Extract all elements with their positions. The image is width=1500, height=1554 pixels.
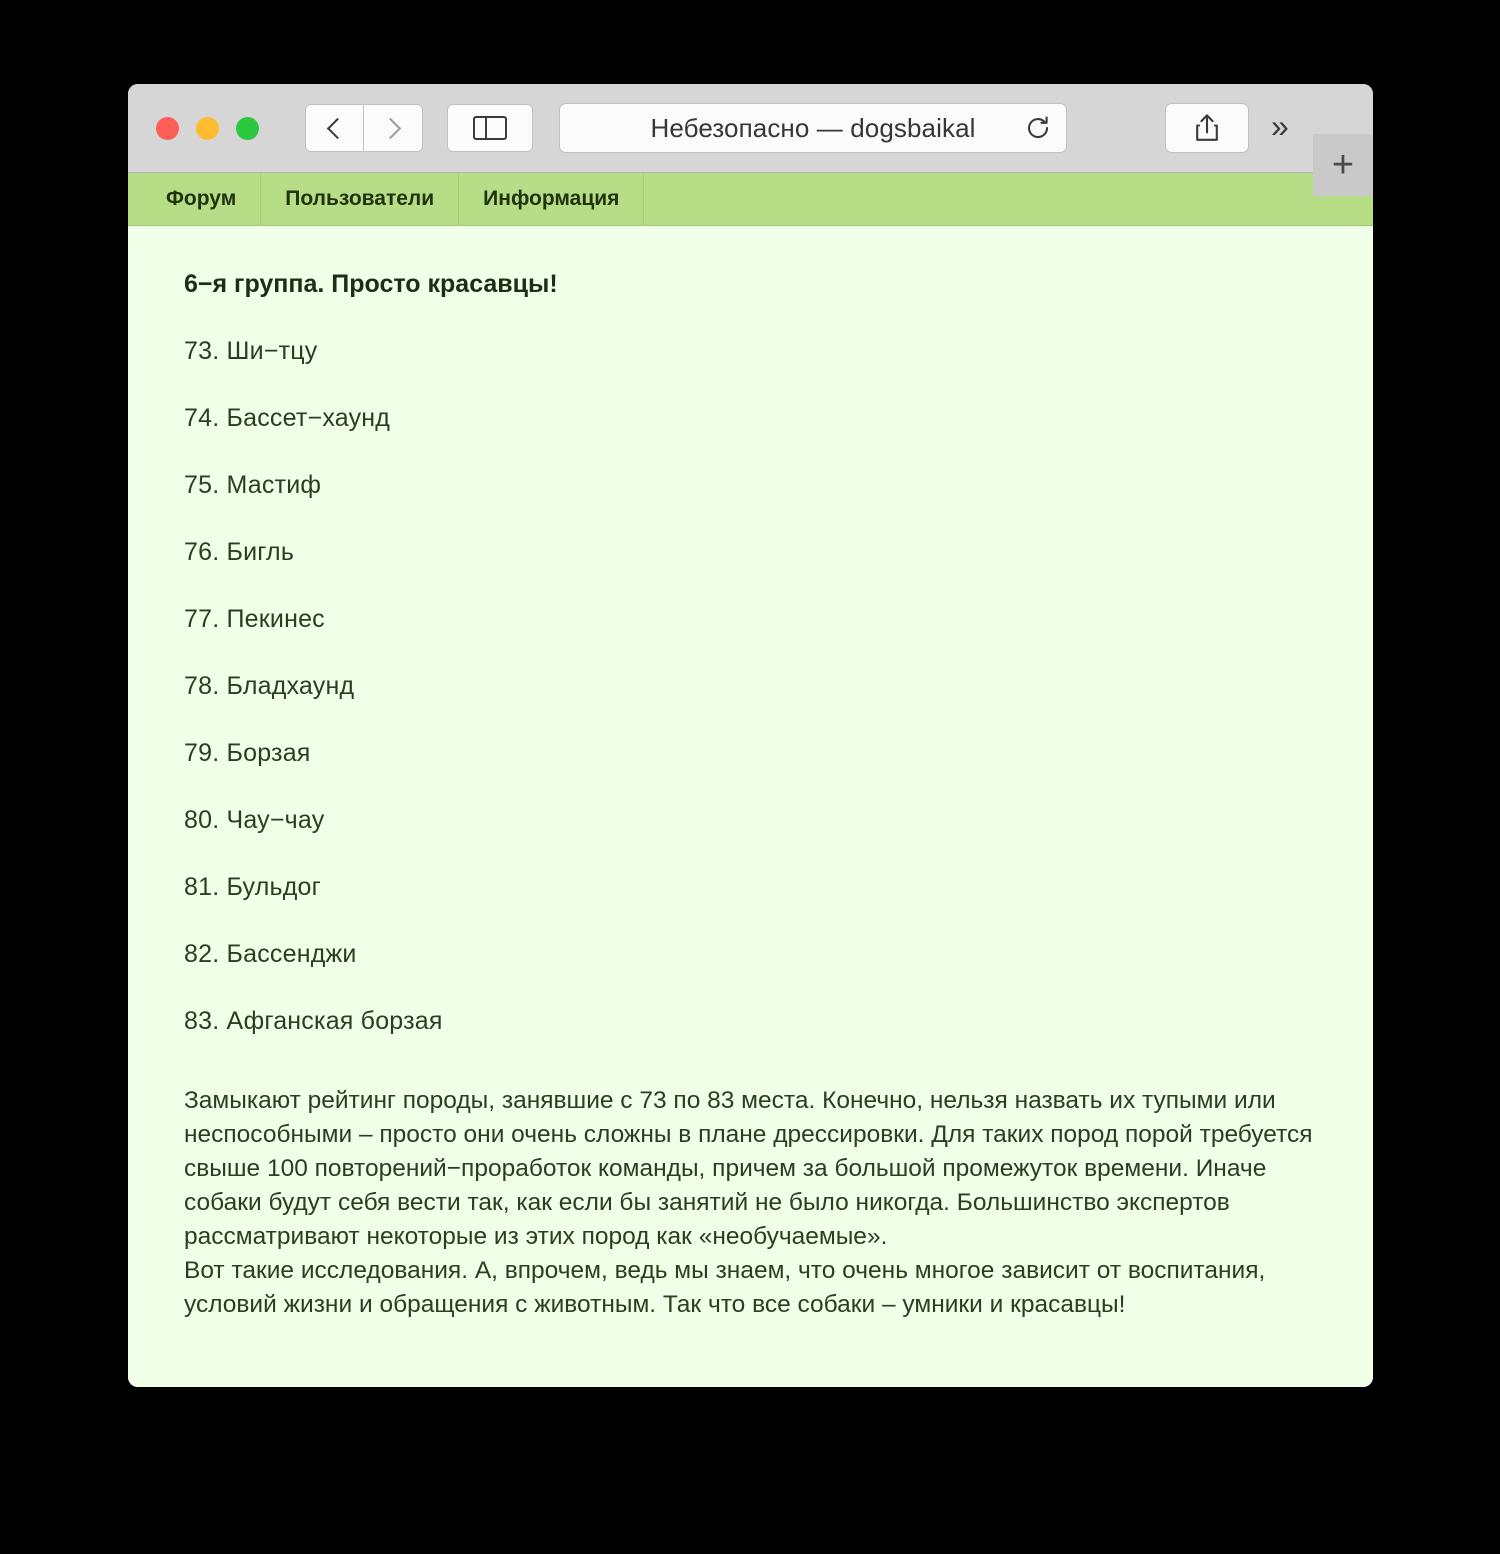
list-item: 81. Бульдог	[184, 873, 321, 901]
share-button[interactable]	[1165, 103, 1249, 153]
site-tab-forum[interactable]: Форум	[128, 173, 261, 225]
close-window-icon[interactable]	[156, 117, 179, 140]
body-paragraph-1: Замыкают рейтинг породы, занявшие с 73 по 83 места. Конечно, нельзя назвать их тупыми или неспособными – просто они очень сложны в плане дрессировки. Для таких пород порой требуется свыше 100 повторений−проработок команды, причем за большой промежуток времени. Иначе собаки будут себя вести так, как если бы занятий не было никогда. Большинство экспертов рассматривают некоторые из этих пород как «необучаемые».	[184, 1087, 1313, 1251]
navigation-buttons	[305, 104, 423, 152]
list-item: 83. Афганская борзая	[184, 1007, 443, 1035]
zoom-window-icon[interactable]	[236, 117, 259, 140]
list-item: 80. Чау−чау	[184, 806, 325, 834]
site-tab-users[interactable]: Пользователи	[261, 173, 459, 225]
share-icon	[1194, 113, 1220, 143]
minimize-window-icon[interactable]	[196, 117, 219, 140]
list-item: 82. Бассенджи	[184, 940, 357, 968]
list-item: 74. Бассет−хаунд	[184, 404, 391, 432]
address-bar-text: Небезопасно — dogsbaikal	[650, 112, 976, 143]
back-button[interactable]	[305, 104, 364, 152]
site-navigation	[128, 173, 1373, 226]
page-title: 6−я группа. Просто красавцы!	[184, 270, 558, 298]
window-controls	[156, 117, 259, 140]
chevron-left-icon	[326, 117, 347, 138]
reload-icon[interactable]	[1024, 114, 1052, 142]
chevron-right-icon	[380, 117, 401, 138]
body-paragraph-2: Вот такие исследования. А, впрочем, ведь мы знаем, что очень многое зависит от воспитания, условий жизни и обращения с животным. Так что все собаки – умники и красавцы!	[184, 1257, 1266, 1319]
list-item: 76. Бигль	[184, 538, 295, 566]
list-item: 78. Бладхаунд	[184, 672, 355, 700]
forward-button[interactable]	[364, 104, 423, 152]
sidebar-icon	[473, 116, 507, 140]
list-item: 75. Мастиф	[184, 471, 322, 499]
sidebar-toggle-button[interactable]	[447, 104, 533, 152]
list-item: 77. Пекинес	[184, 605, 325, 633]
browser-titlebar	[128, 84, 1373, 186]
breed-list	[128, 337, 1373, 1036]
site-tab-information[interactable]: Информация	[459, 173, 644, 225]
list-item: 73. Ши−тцу	[184, 337, 318, 365]
address-bar[interactable]	[559, 103, 1067, 153]
list-item: 79. Борзая	[184, 739, 311, 767]
page-content	[128, 226, 1373, 1387]
browser-window	[128, 84, 1373, 1387]
more-toolbar-items-button[interactable]: »	[1271, 108, 1287, 144]
new-tab-button[interactable]: +	[1313, 134, 1373, 196]
